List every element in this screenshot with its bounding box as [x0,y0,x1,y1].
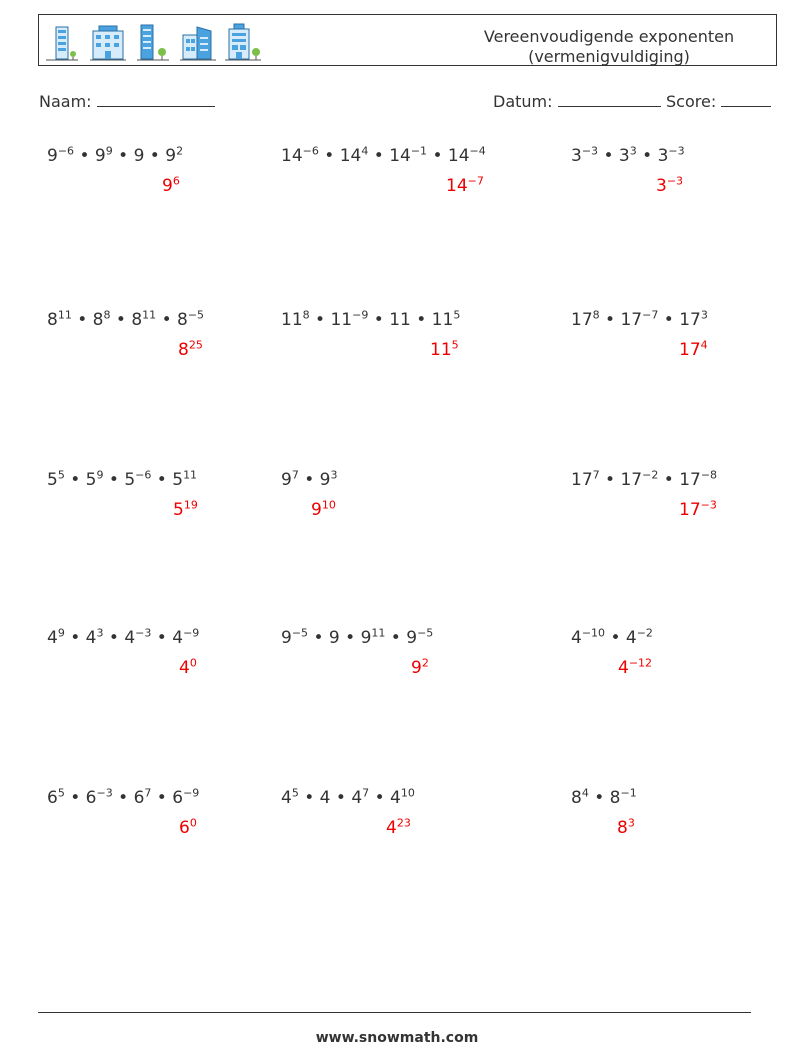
power-base: 14 [389,146,411,166]
power-base: 9 [47,146,58,166]
power-base: 9 [281,628,292,648]
answer-expression [386,818,411,838]
power-base: 17 [679,310,701,330]
power-base: 4 [390,788,401,808]
worksheet-title [479,27,739,67]
power-exponent: 5 [291,786,299,800]
power-exponent: −3 [96,786,113,800]
power-exponent: 3 [700,308,708,322]
multiply-dot: • [151,628,173,648]
power-exponent: 8 [592,308,600,322]
power-exponent: 19 [183,498,198,512]
multiply-dot: • [151,788,173,808]
power-base: 8 [617,818,628,838]
power-base: 11 [330,310,353,330]
power-exponent: 11 [183,468,198,482]
power-base: 9 [94,146,106,166]
multiply-dot: • [309,310,331,330]
power-exponent: −8 [700,468,718,482]
power-exponent: 7 [144,786,152,800]
power-base: 6 [133,788,145,808]
power-exponent: −1 [620,786,637,800]
power-base: 9 [162,176,173,196]
multiply-dot: • [64,788,86,808]
power-base: 4 [47,628,58,648]
multiply-dot: • [71,310,93,330]
power-base: 4 [625,628,637,648]
multiply-dot: • [636,146,658,166]
multiply-dot: • [368,146,390,166]
power-base: 17 [679,470,701,490]
header-box [38,14,777,66]
power-base: 3 [618,146,630,166]
power-exponent: −2 [636,626,653,640]
power-base: 6 [47,788,58,808]
problem-expression [281,470,338,490]
power-base: 14 [281,146,303,166]
power-exponent: 6 [172,174,180,188]
multiply-dot: • [599,310,621,330]
power-base: 9 [360,628,372,648]
answer-expression [679,340,708,360]
power-base: 4 [351,788,363,808]
problem-expression [47,146,183,166]
power-exponent: 3 [96,626,104,640]
date-blank[interactable] [558,92,661,107]
multiply-dot: • [112,146,134,166]
power-exponent: −12 [628,656,653,670]
multiply-dot: • [599,470,621,490]
power-exponent: 9 [57,626,65,640]
power-exponent: −1 [410,144,428,158]
power-base: 14 [339,146,362,166]
multiply-dot: • [339,628,361,648]
power-exponent: 8 [302,308,310,322]
date-label: Datum: [493,92,553,111]
answer-expression [411,658,429,678]
power-base: 17 [571,470,593,490]
score-label: Score: [666,92,717,111]
power-base: 9 [281,470,292,490]
answer-expression [162,176,180,196]
building-icon [89,21,127,63]
power-base: 9 [411,658,422,678]
power-exponent: 0 [189,656,197,670]
power-exponent: 25 [188,338,203,352]
power-base: 5 [85,470,97,490]
problem-expression [571,470,717,490]
problem-expression [281,146,486,166]
power-base: 8 [609,788,621,808]
power-base: 8 [47,310,58,330]
power-exponent: 9 [96,468,104,482]
multiply-dot: • [298,788,320,808]
power-base: 8 [177,310,188,330]
power-exponent: −5 [187,308,205,322]
multiply-dot: • [330,788,352,808]
power-base: 6 [179,818,190,838]
power-base: 4 [85,628,97,648]
power-exponent: 4 [581,786,589,800]
power-base: 3 [571,146,582,166]
power-base: 5 [172,470,184,490]
date-field[interactable] [493,92,661,111]
problem-expression [47,470,197,490]
multiply-dot: • [110,310,132,330]
power-exponent: −3 [668,144,685,158]
power-base: 9 [165,146,177,166]
power-exponent: −9 [183,626,200,640]
power-exponent: −2 [642,468,659,482]
power-exponent: 10 [400,786,415,800]
name-blank[interactable] [97,92,215,107]
power-exponent: 11 [371,626,386,640]
multiply-dot: • [74,146,95,166]
answer-expression [446,176,484,196]
problem-expression [571,628,653,648]
power-exponent: −3 [581,144,599,158]
name-label: Naam: [39,92,92,111]
multiply-dot: • [64,628,86,648]
answer-expression [178,340,203,360]
power-exponent: 2 [176,144,184,158]
multiply-dot: • [156,310,178,330]
problem-expression [281,788,415,808]
power-base: 9 [133,146,145,166]
problem-expression [281,628,433,648]
answer-expression [430,340,459,360]
power-base: 14 [447,146,470,166]
power-exponent: 5 [57,468,65,482]
power-base: 14 [446,176,468,196]
answer-expression [618,658,652,678]
answer-expression [656,176,683,196]
title-line-2: (vermenigvuldiging) [528,47,690,66]
power-base: 17 [571,310,593,330]
name-field[interactable] [39,92,215,111]
power-base: 4 [386,818,397,838]
problem-expression [47,628,199,648]
power-exponent: 7 [592,468,600,482]
footer-divider [38,1012,751,1013]
power-exponent: 10 [321,498,336,512]
power-exponent: 8 [103,308,111,322]
multiply-dot: • [385,628,407,648]
answer-expression [617,818,635,838]
power-base: 11 [281,310,303,330]
power-base: 8 [131,310,143,330]
power-base: 11 [389,310,411,330]
power-exponent: 5 [453,308,461,322]
problem-expression [47,788,199,808]
building-icon [44,21,80,63]
answer-expression [179,658,197,678]
multiply-dot: • [298,470,320,490]
power-base: 4 [124,628,136,648]
answer-expression [173,500,198,520]
multiply-dot: • [103,628,125,648]
power-exponent: 0 [189,816,197,830]
power-exponent: 11 [57,308,72,322]
power-exponent: −7 [467,174,484,188]
power-exponent: 3 [627,816,635,830]
power-base: 5 [173,500,184,520]
power-base: 6 [172,788,184,808]
power-base: 8 [178,340,189,360]
power-exponent: −3 [700,498,717,512]
multiply-dot: • [598,146,619,166]
power-exponent: 3 [330,468,338,482]
power-exponent: −7 [642,308,659,322]
power-base: 4 [571,628,582,648]
building-icon [223,21,263,63]
power-base: 8 [571,788,582,808]
power-exponent: −3 [135,626,152,640]
power-base: 4 [172,628,184,648]
power-exponent: 4 [361,144,369,158]
score-field[interactable] [666,92,771,111]
building-icon [135,21,171,63]
power-exponent: −5 [417,626,434,640]
multiply-dot: • [318,146,340,166]
power-exponent: −4 [469,144,486,158]
footer-website: www.snowmath.com [315,1030,479,1046]
multiply-dot: • [368,310,390,330]
power-exponent: 3 [629,144,637,158]
power-base: 9 [319,470,331,490]
multiply-dot: • [605,628,626,648]
power-base: 11 [431,310,454,330]
power-base: 17 [679,500,701,520]
power-base: 9 [311,500,322,520]
power-base: 9 [328,628,340,648]
power-base: 4 [618,658,629,678]
multiply-dot: • [369,788,391,808]
multiply-dot: • [64,470,86,490]
power-base: 5 [47,470,58,490]
power-exponent: 11 [142,308,157,322]
power-exponent: 7 [291,468,299,482]
power-base: 4 [281,788,292,808]
power-exponent: 23 [396,816,411,830]
multiply-dot: • [588,788,610,808]
multiply-dot: • [427,146,448,166]
power-base: 8 [92,310,104,330]
power-exponent: 7 [362,786,370,800]
power-exponent: −5 [291,626,309,640]
power-exponent: −10 [581,626,606,640]
power-exponent: 2 [421,656,429,670]
power-base: 3 [657,146,669,166]
power-base: 17 [620,470,643,490]
answer-expression [311,500,336,520]
multiply-dot: • [658,310,680,330]
power-base: 6 [85,788,97,808]
power-exponent: 9 [105,144,113,158]
power-base: 3 [656,176,667,196]
power-exponent: 4 [700,338,708,352]
multiply-dot: • [151,470,173,490]
answer-expression [179,818,197,838]
power-base: 11 [430,340,452,360]
power-exponent: −9 [183,786,200,800]
power-base: 17 [679,340,701,360]
multiply-dot: • [144,146,166,166]
score-blank[interactable] [721,92,771,107]
power-exponent: −6 [57,144,75,158]
title-line-1: Vereenvoudigende exponenten [483,27,735,46]
problem-expression [281,310,460,330]
problem-expression [47,310,204,330]
multiply-dot: • [308,628,329,648]
multiply-dot: • [658,470,680,490]
building-icon [179,21,217,63]
power-exponent: −3 [666,174,684,188]
multiply-dot: • [103,470,125,490]
power-base: 5 [124,470,136,490]
power-exponent: −9 [352,308,369,322]
power-exponent: −6 [135,468,152,482]
problem-expression [571,310,708,330]
power-exponent: 5 [57,786,65,800]
answer-expression [679,500,717,520]
multiply-dot: • [112,788,134,808]
power-base: 4 [179,658,190,678]
power-base: 4 [319,788,331,808]
power-base: 17 [620,310,643,330]
power-exponent: 5 [451,338,459,352]
power-exponent: −6 [302,144,319,158]
power-base: 9 [406,628,418,648]
multiply-dot: • [410,310,432,330]
problem-expression [571,788,637,808]
problem-expression [571,146,685,166]
